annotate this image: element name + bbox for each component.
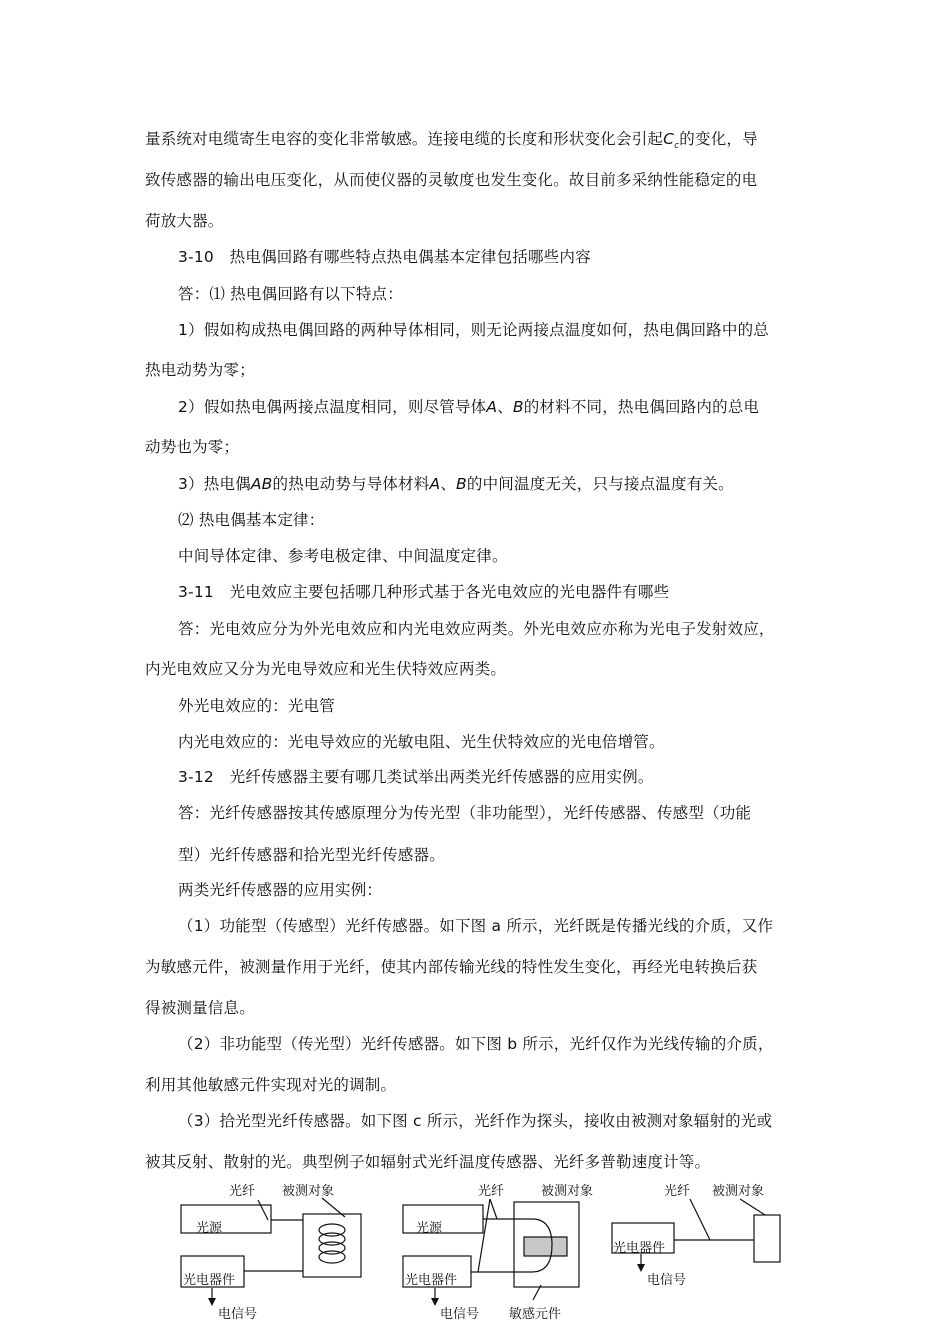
- symbol-ab: AB: [250, 475, 273, 493]
- law-title: ⑵ 热电偶基本定律：: [178, 511, 325, 529]
- question-3-12: 3-12 光纤传感器主要有哪几类试举出两类光纤传感器的应用实例。: [178, 768, 654, 786]
- text-line: 为敏感元件，被测量作用于光纤，使其内部传输光线的特性发生变化，再经光电转换后获: [145, 958, 758, 976]
- b-source-box: [403, 1205, 483, 1233]
- text-span: 的热电动势与导体材料: [272, 475, 430, 493]
- text-line: 荷放大器。: [145, 212, 224, 230]
- b-fiber-leader-2: [478, 1199, 490, 1272]
- a-signal-label: 电信号: [218, 1307, 258, 1322]
- c-object-leader: [740, 1199, 765, 1215]
- text-line: 利用其他敏感元件实现对光的调制。: [145, 1076, 397, 1094]
- b-source-label: 光源: [416, 1221, 443, 1236]
- b-sensing-element: [524, 1237, 567, 1256]
- text-line: 动势也为零；: [145, 438, 240, 456]
- text-line: （3）拾光型光纤传感器。如下图 c 所示，光纤作为探头，接收由被测对象辐射的光或: [178, 1112, 773, 1130]
- a-fiber-label: 光纤: [229, 1184, 256, 1199]
- a-source-label: 光源: [196, 1221, 223, 1236]
- b-fiber-leader-1: [490, 1199, 497, 1219]
- text-line: 致传感器的输出电压变化，从而使仪器的灵敏度也发生变化。故目前多采纳性能稳定的电: [145, 171, 758, 189]
- text-line: 得被测量信息。: [145, 999, 255, 1017]
- c-device-label: 光电器件: [613, 1241, 666, 1256]
- c-object-label: 被测对象: [712, 1184, 765, 1199]
- text-line: 答：光电效应分为外光电效应和内光电效应两类。外光电效应亦称为光电子发射效应，: [178, 620, 775, 638]
- text-span: 的变化，导: [679, 130, 758, 148]
- a-fiber-coil: [319, 1224, 345, 1263]
- b-device-label: 光电器件: [405, 1273, 458, 1288]
- text-span: 2）假如热电偶两接点温度相同，则尽管导体: [178, 398, 487, 416]
- symbol-a: A: [429, 475, 441, 493]
- symbol-c: C: [663, 130, 675, 148]
- c-signal-label: 电信号: [647, 1273, 687, 1288]
- a-fiber-leader: [258, 1200, 268, 1220]
- text-line: （1）功能型（传感型）光纤传感器。如下图 a 所示，光纤既是传播光线的介质，又作: [178, 917, 774, 935]
- question-3-10: 3-10 热电偶回路有哪些特点热电偶基本定律包括哪些内容: [178, 248, 591, 266]
- c-fiber-leader: [690, 1199, 710, 1240]
- text-line: 型）光纤传感器和拾光型光纤传感器。: [178, 846, 445, 864]
- symbol-a: A: [486, 398, 498, 416]
- answer-intro: 答：⑴ 热电偶回路有以下特点：: [178, 285, 403, 303]
- text-line: 答：光纤传感器按其传感原理分为传光型（非功能型），光纤传感器、传感型（功能: [178, 804, 752, 822]
- c-arrowhead: [637, 1264, 645, 1272]
- text-line: 外光电效应的：光电管: [178, 697, 336, 715]
- c-fiber-label: 光纤: [664, 1184, 691, 1199]
- separator: 、: [440, 475, 457, 493]
- text-line: （2）非功能型（传光型）光纤传感器。如下图 b 所示，光纤仅作为光线传输的介质，: [178, 1035, 774, 1053]
- text-line: 1）假如构成热电偶回路的两种导体相同，则无论两接点温度如何，热电偶回路中的总: [178, 321, 769, 339]
- c-object-box: [754, 1215, 780, 1262]
- text-span: 3）热电偶: [178, 475, 251, 493]
- text-line: 内光电效应又分为光电导效应和光生伏特效应两类。: [145, 660, 507, 678]
- text-line: 两类光纤传感器的应用实例：: [178, 881, 383, 899]
- text-span: 量系统对电缆寄生电容的变化非常敏感。连接电缆的长度和形状变化会引起: [145, 130, 664, 148]
- symbol-b: B: [512, 398, 524, 416]
- separator: 、: [497, 398, 513, 416]
- a-source-box: [181, 1205, 271, 1233]
- question-3-11: 3-11 光电效应主要包括哪几种形式基于各光电效应的光电器件有哪些: [178, 583, 670, 601]
- a-object-label: 被测对象: [282, 1184, 335, 1199]
- b-arrowhead: [431, 1298, 439, 1306]
- symbol-b: B: [456, 475, 467, 493]
- symbol-subscript: c: [674, 141, 680, 152]
- text-line: 热电动势为零；: [145, 361, 255, 379]
- a-arrowhead: [208, 1298, 216, 1306]
- text-line: 被其反射、散射的光。典型例子如辐射式光纤温度传感器、光纤多普勒速度计等。: [145, 1153, 711, 1171]
- b-fiber-label: 光纤: [478, 1184, 505, 1199]
- text-span: 的材料不同，热电偶回路内的总电: [523, 398, 760, 416]
- b-object-label: 被测对象: [541, 1184, 594, 1199]
- b-signal-label: 电信号: [440, 1307, 480, 1322]
- a-device-label: 光电器件: [183, 1273, 236, 1288]
- text-line: 内光电效应的：光电导效应的光敏电阻、光生伏特效应的光电倍增管。: [178, 733, 665, 751]
- b-element-label: 敏感元件: [509, 1307, 562, 1322]
- text-span: 的中间温度无关，只与接点温度有关。: [466, 475, 734, 493]
- text-line: 中间导体定律、参考电极定律、中间温度定律。: [178, 547, 508, 565]
